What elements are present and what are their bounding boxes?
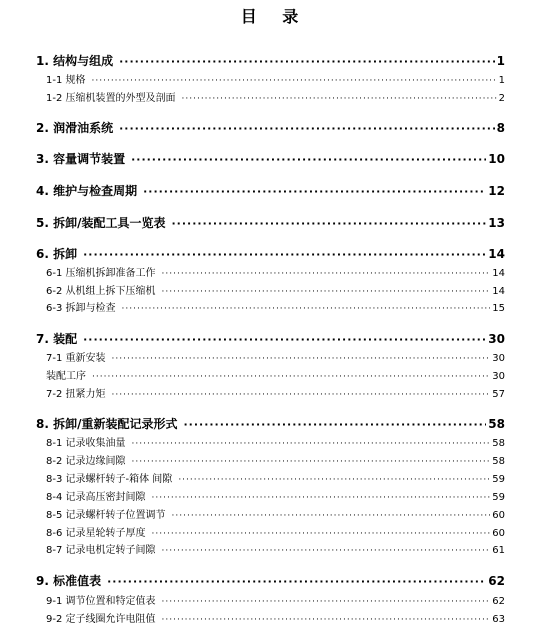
toc-chapter-2 [36,119,505,136]
toc-entry-label: 装配工序 [46,371,86,382]
toc-entry-label: 1. 结构与组成 [36,54,114,68]
toc-page-number: 12 [488,184,505,198]
dot-leader [107,575,486,588]
toc-section-8-7 [36,541,505,556]
toc-entry-label: 5. 拆卸/装配工具一览表 [36,216,166,230]
dot-leader [162,287,491,297]
dot-leader [162,615,491,625]
toc-entry-label: 8. 拆卸/重新装配记录形式 [36,417,178,431]
toc-page-number: 59 [492,474,505,485]
dot-leader [132,457,491,467]
dot-leader [83,333,486,346]
toc-page-number: 63 [492,614,505,625]
toc-chapter-1 [36,52,505,69]
toc-section-7-1 [36,349,505,364]
toc-entry-label: 8-5 记录螺杆转子位置调节 [46,510,166,521]
toc-page-number: 62 [488,574,505,588]
toc-page-number: 1 [496,54,505,68]
dot-leader [143,185,486,198]
dot-leader [92,76,497,86]
toc-section-8-6 [36,524,505,539]
dot-leader [131,153,486,166]
toc-page-number: 8 [496,121,505,135]
dot-leader [182,94,497,104]
dot-leader [119,122,495,135]
toc-entry-label: 7. 装配 [36,332,78,346]
toc-chapter-3 [36,150,505,167]
toc-section-8-2 [36,452,505,467]
toc-entry-label: 8-6 记录星轮转子厚度 [46,528,146,539]
toc-entry-label: 9-1 调节位置和特定值表 [46,596,156,607]
page-title: 目 录 [240,7,309,26]
dot-leader [112,354,491,364]
dot-leader [162,546,491,556]
toc-section-1-2 [36,89,505,104]
toc-entry-label: 3. 容量调节装置 [36,152,126,166]
toc-page-number: 30 [488,332,505,346]
dot-leader [178,475,490,485]
toc-section-8-5 [36,506,505,521]
toc-section-9-1 [36,592,505,607]
toc-entry-label: 7-2 扭紧力矩 [46,389,106,400]
toc-chapter-9 [36,572,505,589]
toc-page-number: 58 [488,417,505,431]
toc-section-6-2 [36,282,505,297]
dot-leader [132,439,491,449]
toc-chapter-6 [36,245,505,262]
dot-leader [162,269,491,279]
toc-page-number: 10 [488,152,505,166]
dot-leader [183,418,486,431]
toc-page-number: 30 [492,353,505,364]
toc-entry-label: 7-1 重新安装 [46,353,106,364]
toc-page-number: 2 [498,93,505,104]
toc-section-9-2 [36,610,505,625]
toc-page-number: 13 [488,216,505,230]
toc-section-6-1 [36,264,505,279]
toc-page-number: 30 [492,371,505,382]
dot-leader [172,511,491,521]
toc-page-number: 14 [492,268,505,279]
toc-page-number: 60 [492,510,505,521]
toc-page-number: 62 [492,596,505,607]
dot-leader [171,217,486,230]
toc-entry-label: 4. 维护与检查周期 [36,184,138,198]
toc-page-number: 59 [492,492,505,503]
toc-page-number: 60 [492,528,505,539]
toc-section-6-3 [36,299,505,314]
toc-entry-label: 8-7 记录电机定转子间隙 [46,545,156,556]
toc-entry-label: 6-2 从机组上拆下压缩机 [46,286,156,297]
toc-page-number: 57 [492,389,505,400]
dot-leader [83,248,486,261]
toc-entry-label: 6. 拆卸 [36,247,78,261]
toc-entry-label: 8-1 记录收集油量 [46,438,126,449]
toc-page-number: 61 [492,545,505,556]
dot-leader [92,372,490,382]
toc-chapter-4 [36,182,505,199]
toc-entry-label: 2. 润滑油系统 [36,121,114,135]
toc-entry-label: 6-1 压缩机拆卸准备工作 [46,268,156,279]
toc-page-number: 58 [492,456,505,467]
toc-page-number: 1 [498,75,505,86]
dot-leader [162,597,491,607]
dot-leader [122,304,491,314]
toc-entry-label: 8-2 记录边缘间隙 [46,456,126,467]
toc-entry-label: 6-3 拆卸与检查 [46,303,116,314]
toc-section-1-1 [36,71,505,86]
dot-leader [112,390,491,400]
toc-section-8-3 [36,470,505,485]
toc-page-number: 15 [492,303,505,314]
toc-chapter-7 [36,330,505,347]
toc-section-8-1 [36,434,505,449]
toc-chapter-8 [36,415,505,432]
toc-page-number: 14 [488,247,505,261]
toc-section-8-4 [36,488,505,503]
toc-entry-label: 8-4 记录高压密封间隙 [46,492,146,503]
dot-leader [152,529,491,539]
toc-page-number: 14 [492,286,505,297]
dot-leader [152,493,491,503]
toc-entry-label: 8-3 记录螺杆转子-箱体 间隙 [46,474,173,485]
toc-entry-label: 9-2 定子线圈允许电阻值 [46,614,156,625]
toc-section-7-2 [36,385,505,400]
toc-section-assembly-steps [36,367,505,382]
dot-leader [119,55,495,68]
toc-chapter-5 [36,214,505,231]
toc-entry-label: 9. 标准值表 [36,574,102,588]
toc-entry-label: 1-2 压缩机装置的外型及剖面 [46,93,176,104]
toc-entry-label: 1-1 规格 [46,75,86,86]
toc-page-number: 58 [492,438,505,449]
